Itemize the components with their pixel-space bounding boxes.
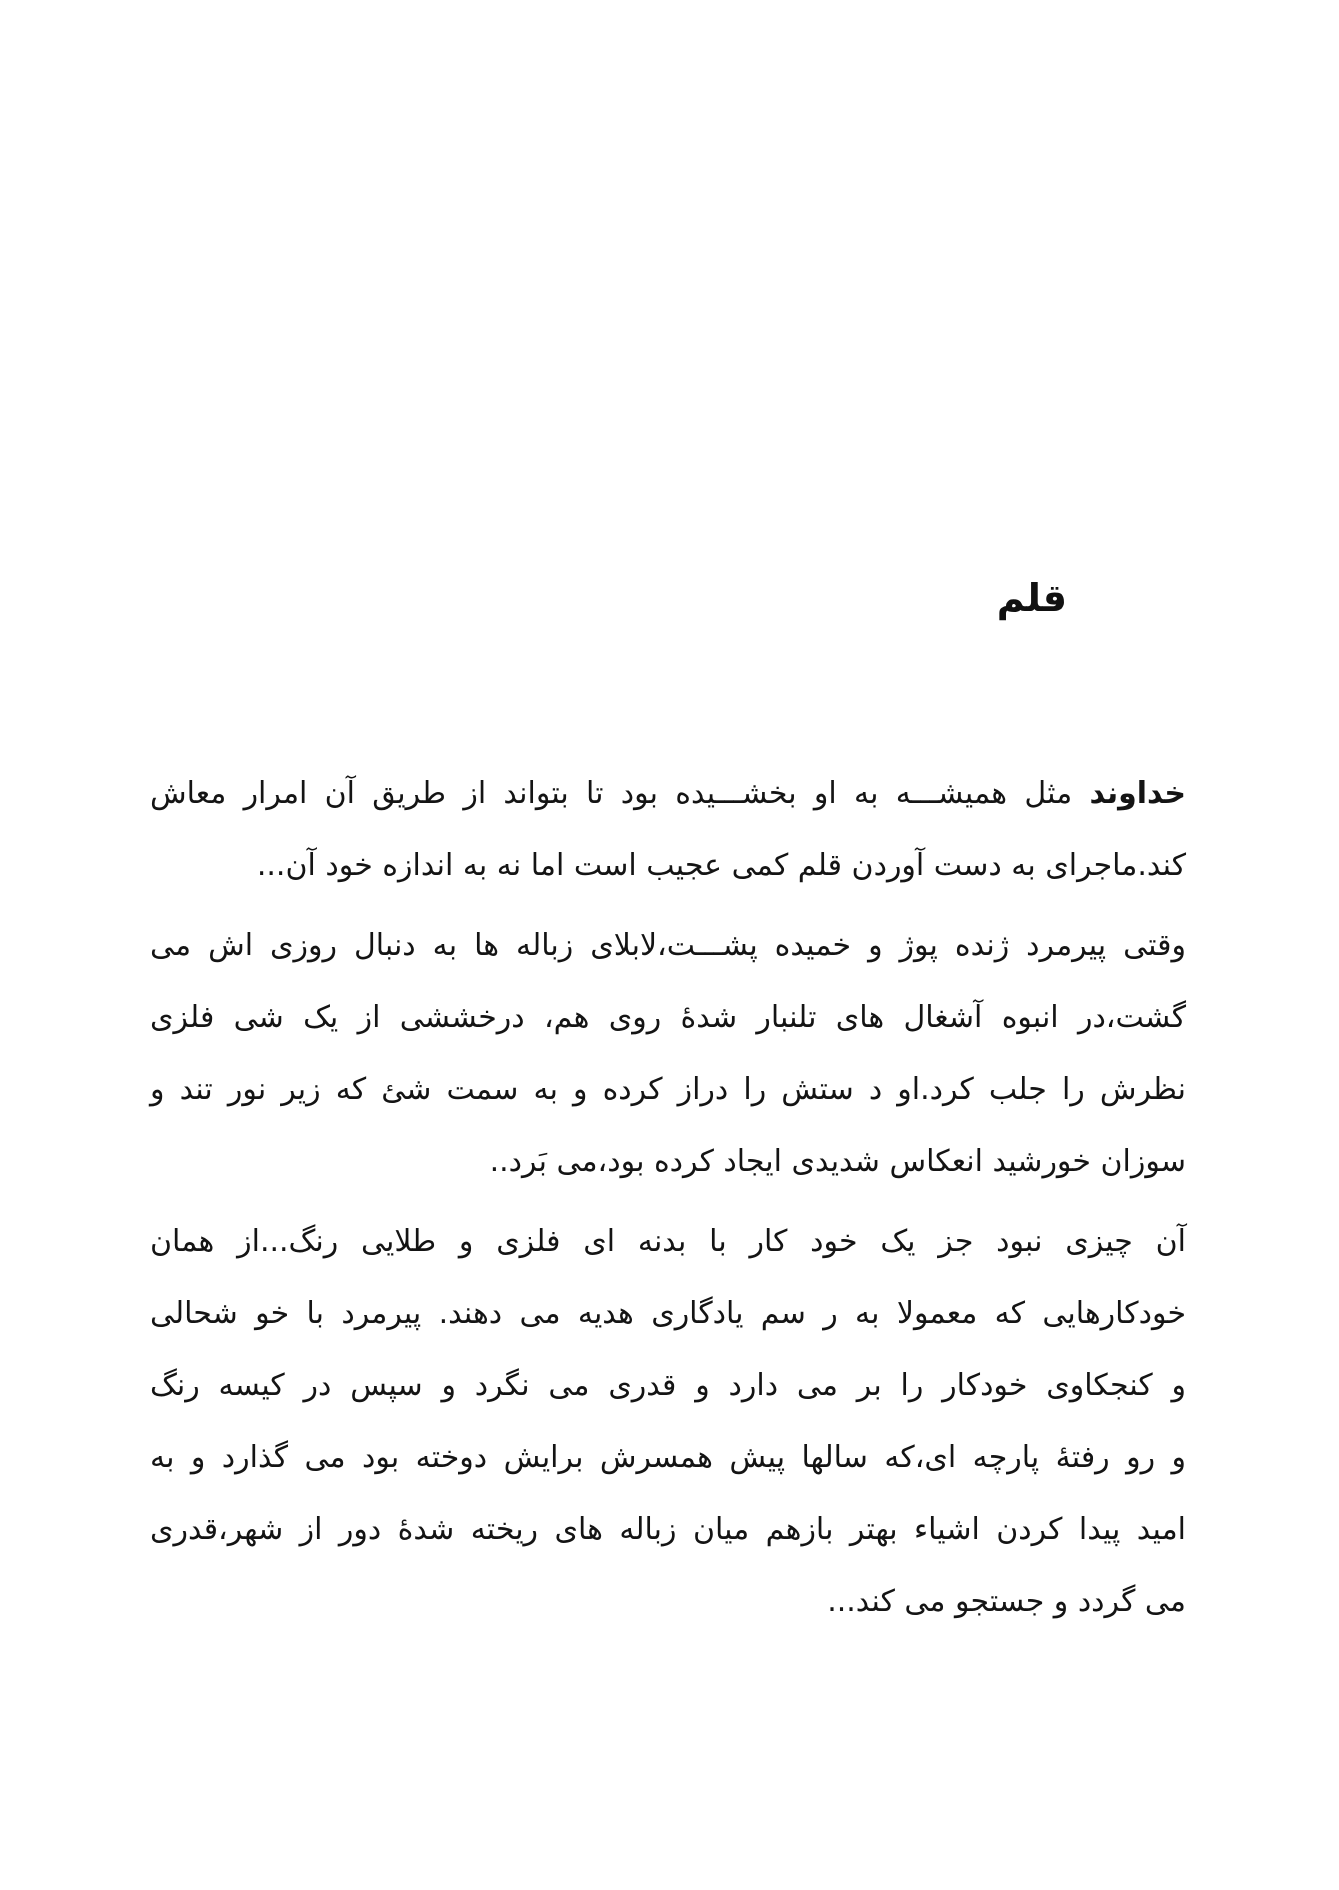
text-line: نظرش را جلب کرد.او د ستش را دراز کرده و به سمت شئ که زیر نور تند و <box>150 1072 1186 1107</box>
text-line: و رو رفتهٔ پارچه ای،که سالها پیش همسرش برایش دوخته بود می گذارد و به <box>150 1440 1186 1475</box>
text-line: سوزان خورشید انعکاس شدیدی ایجاد کرده بود،می بَرد.. <box>489 1144 1186 1179</box>
text-line: می گردد و جستجو می کند... <box>827 1584 1186 1619</box>
paragraph <box>150 758 1186 902</box>
bold-word: خداوند <box>1089 776 1186 811</box>
text-line: خداوند مثل همیشـــه به او بخشـــیده بود تا بتواند از طریق آن امرار معاش <box>150 776 1186 811</box>
text-line: خودکارهایی که معمولا به ر سم یادگاری هدیه می دهند. پیرمرد با خو شحالی <box>150 1296 1186 1331</box>
text-line: و کنجکاوی خودکار را بر می دارد و قدری می نگرد و سپس در کیسه رنگ <box>150 1368 1186 1403</box>
text-line: آن چیزی نبود جز یک خود کار با بدنه ای فلزی و طلایی رنگ...از همان <box>150 1224 1186 1259</box>
paragraph <box>150 1206 1186 1638</box>
text-line: گشت،در انبوه آشغال های تلنبار شدهٔ روی هم، درخششی از یک شی فلزی <box>150 1000 1186 1035</box>
text-line: وقتی پیرمرد ژنده پوژ و خمیده پشـــت،لابلای زباله ها به دنبال روزی اش می <box>150 928 1186 963</box>
paragraph <box>150 910 1186 1198</box>
page-title: قلم <box>996 576 1067 620</box>
text-line: کند.ماجرای به دست آوردن قلم کمی عجیب است اما نه به اندازه خود آن... <box>256 848 1186 883</box>
text-line: امید پیدا کردن اشیاء بهتر بازهم میان زباله های ریخته شدهٔ دور از شهر،قدری <box>150 1512 1186 1547</box>
body-text <box>150 758 1186 1638</box>
